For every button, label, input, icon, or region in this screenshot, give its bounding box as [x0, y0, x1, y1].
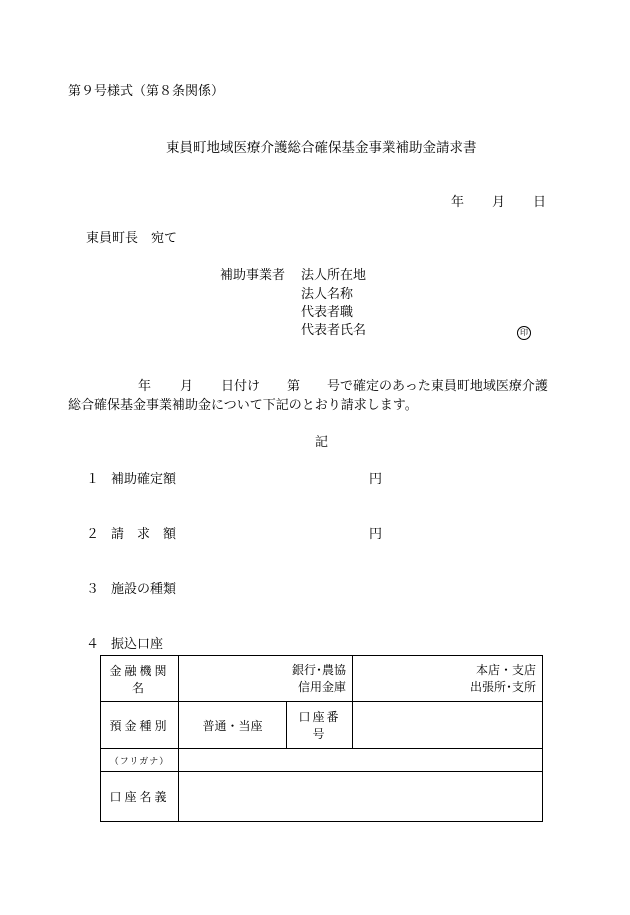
ki-heading: 記 [315, 435, 329, 450]
body-no-prefix: 第 [287, 379, 301, 394]
applicant-address-label: 法人所在地 [301, 268, 367, 283]
account-number-field[interactable] [353, 702, 543, 749]
institution-bank-types-cell[interactable] [179, 656, 353, 702]
applicant-representative-label: 代表者氏名 [301, 323, 367, 338]
deposit-options-cell[interactable] [179, 702, 287, 749]
item-1-unit: 円 [369, 472, 383, 487]
date-year: 年 [451, 195, 465, 210]
applicant-label: 補助事業者 [220, 268, 286, 283]
date-month: 月 [492, 195, 506, 210]
body-month: 月 [180, 379, 194, 394]
furigana-field[interactable] [179, 749, 543, 772]
body-line1-rest: 号で確定のあった東員町地域医療介護 [327, 379, 548, 394]
body-line2: 総合確保基金事業補助金について下記のとおり請求します。 [68, 398, 418, 413]
item-1-label: 補助確定額 [111, 472, 177, 487]
deposit-row [101, 702, 543, 749]
seal-mark [517, 324, 531, 340]
body-dated: 日付け [221, 379, 261, 394]
item-4-label: 振込口座 [111, 637, 164, 652]
item-3-label: 施設の種類 [111, 582, 177, 597]
institution-label: 金融機関名 [109, 663, 170, 695]
deposit-label-cell [101, 702, 179, 749]
account-name-label-cell [101, 772, 179, 822]
account-name-row [101, 772, 543, 822]
applicant-name-label: 法人名称 [301, 287, 354, 302]
account-name-label: 口座名義 [109, 790, 170, 804]
applicant-position-label: 代表者職 [301, 305, 354, 320]
furigana-row [101, 749, 543, 772]
date-day: 日 [533, 195, 547, 210]
body-year: 年 [138, 379, 152, 394]
deposit-options: 普通・当座 [202, 718, 263, 733]
branch-types-line1: 本店・支店 [476, 662, 537, 677]
furigana-label: （フリガナ） [109, 756, 170, 767]
addressee: 東員町長 宛て [86, 231, 178, 246]
furigana-label-cell [101, 749, 179, 772]
item-4-num: ４ [86, 637, 100, 652]
deposit-label: 預金種別 [109, 718, 170, 733]
branch-types-line2: 出張所･支所 [470, 679, 537, 694]
account-name-field[interactable] [179, 772, 543, 822]
account-number-label: 口座番号 [298, 710, 341, 741]
item-2-unit: 円 [369, 527, 383, 542]
item-2-label: 請 求 額 [111, 527, 177, 542]
item-1-num: １ [86, 472, 100, 487]
form-number: 第９号様式（第８条関係） [68, 84, 225, 99]
institution-row [101, 656, 543, 702]
item-3-num: ３ [86, 582, 100, 597]
institution-label-cell [101, 656, 179, 702]
bank-types-line2: 信用金庫 [298, 679, 347, 694]
account-number-label-cell [287, 702, 353, 749]
bank-account-table [100, 655, 543, 822]
bank-types-line1: 銀行･農協 [292, 662, 347, 677]
institution-branch-types-cell[interactable] [353, 656, 543, 702]
page-title: 東員町地域医療介護総合確保基金事業補助金請求書 [166, 140, 477, 156]
item-2-num: ２ [86, 527, 100, 542]
seal-glyph: 印 [517, 326, 531, 340]
